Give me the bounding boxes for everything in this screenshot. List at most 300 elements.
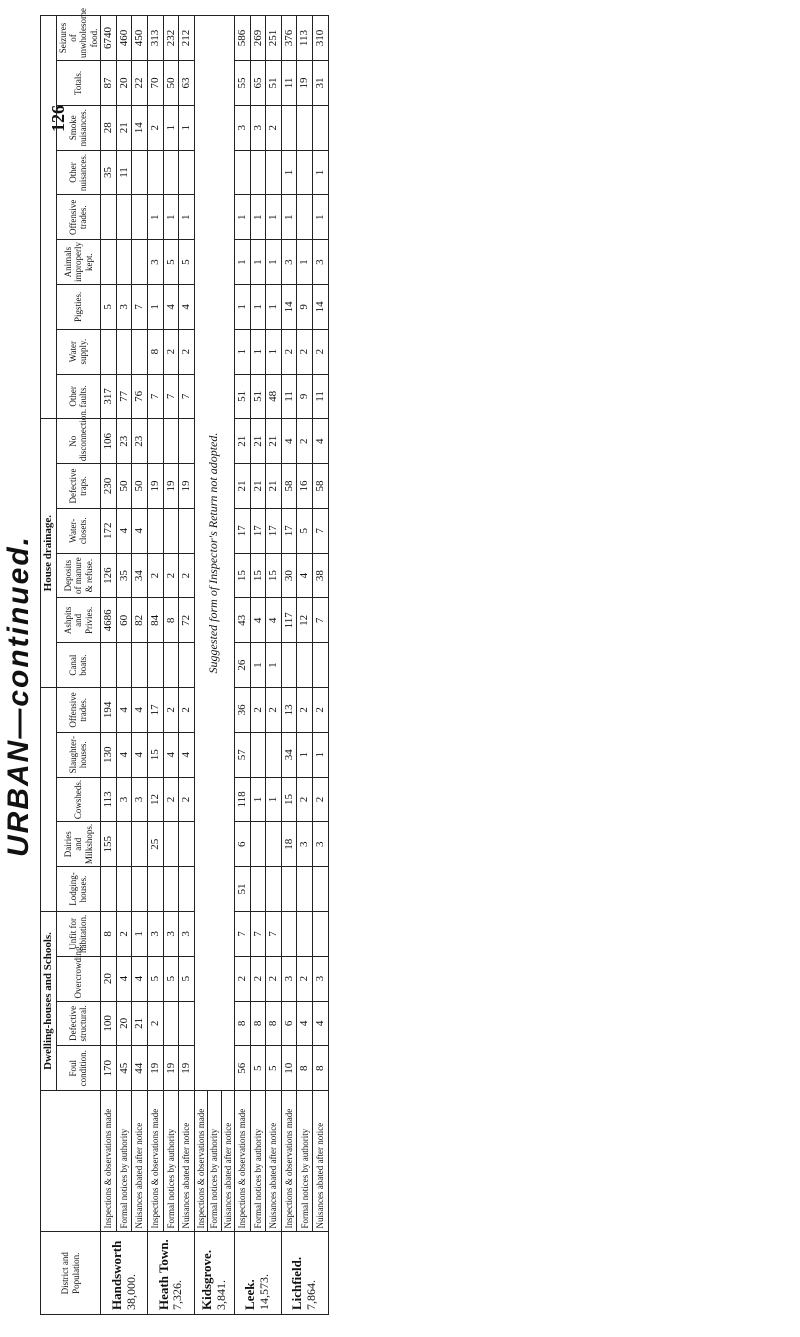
table-cell: 310 (313, 16, 329, 61)
table-cell: 1 (147, 284, 163, 329)
table-cell: 450 (132, 16, 148, 61)
table-cell (266, 732, 282, 777)
table-row (194, 16, 207, 1315)
table-cell: 12 (147, 777, 163, 822)
table-cell: 3 (234, 105, 250, 150)
table-cell: 12 (297, 598, 313, 643)
group-header-none2 (41, 16, 57, 419)
table-cell: 26 (234, 643, 250, 688)
table-cell: 1 (266, 329, 282, 374)
table-cell: 1 (250, 284, 266, 329)
table-cell: 51 (266, 61, 282, 106)
table-cell: 8 (313, 1046, 329, 1091)
table-cell (163, 867, 179, 912)
table-cell (163, 822, 179, 867)
district-header: District and Population. (41, 1232, 101, 1315)
table-cell: 3 (250, 105, 266, 150)
district-name: Heath Town. (155, 1239, 171, 1310)
table-cell: 5 (179, 956, 195, 1001)
table-cell (132, 329, 148, 374)
column-header: Water supply. (56, 329, 100, 374)
table-cell: 230 (101, 464, 117, 509)
district-population: 7,326. (170, 1280, 185, 1310)
column-header: Overcrowding. (56, 956, 100, 1001)
table-cell: 2 (179, 553, 195, 598)
table-cell: 1 (266, 284, 282, 329)
table-row (116, 16, 132, 1315)
table-cell: 8 (101, 911, 117, 956)
table-cell: 11 (281, 61, 297, 106)
table-cell: 2 (179, 688, 195, 733)
table-cell: 21 (266, 464, 282, 509)
district-cell (194, 1232, 234, 1315)
table-cell: 51 (250, 374, 266, 419)
table-cell: 1 (250, 643, 266, 688)
row-label: Nuisances abated after notice (221, 1091, 234, 1232)
table-cell (313, 867, 329, 912)
table-cell (179, 822, 195, 867)
table-cell: 1 (234, 195, 250, 240)
table-cell: 2 (179, 777, 195, 822)
table-cell: 8 (147, 329, 163, 374)
table-cell: 2 (313, 777, 329, 822)
table-cell: 20 (116, 1001, 132, 1046)
table-row (313, 16, 329, 1315)
column-header: Smoke nuisances. (56, 105, 100, 150)
table-cell: 170 (101, 1046, 117, 1091)
table-cell: 45 (116, 1046, 132, 1091)
table-cell: 4686 (101, 598, 117, 643)
table-cell: 15 (250, 553, 266, 598)
column-header: Canal boats. (56, 643, 100, 688)
table-cell: 7 (313, 598, 329, 643)
table-cell: 2 (163, 688, 179, 733)
table-cell (116, 822, 132, 867)
page-title: URBAN—continued. (2, 535, 35, 857)
table-cell: 2 (250, 956, 266, 1001)
row-label: Inspections & observations made (147, 1091, 163, 1232)
table-cell: 4 (116, 732, 132, 777)
row-label: Formal notices by authority (163, 1091, 179, 1232)
table-cell: 172 (101, 508, 117, 553)
table-cell: 65 (250, 61, 266, 106)
table-cell: 15 (266, 553, 282, 598)
table-cell: 2 (297, 329, 313, 374)
table-cell: 130 (101, 732, 117, 777)
table-cell (179, 867, 195, 912)
table-cell: 1 (266, 195, 282, 240)
table-cell (179, 150, 195, 195)
table-cell: 212 (179, 16, 195, 61)
table-cell (179, 643, 195, 688)
table-cell: 2 (297, 956, 313, 1001)
table-cell (132, 240, 148, 285)
table-cell: 4 (179, 732, 195, 777)
table-cell (147, 419, 163, 464)
column-header: Pigsties. (56, 284, 100, 329)
table-cell: 1 (313, 195, 329, 240)
table-cell: 3 (313, 822, 329, 867)
table-header (41, 8, 101, 1315)
table-cell: 4 (179, 284, 195, 329)
table-cell (132, 195, 148, 240)
table-cell: 7 (266, 911, 282, 956)
table-row (266, 16, 282, 1315)
table-cell: 7 (250, 911, 266, 956)
table-cell: 8 (250, 1001, 266, 1046)
table-cell: 460 (116, 16, 132, 61)
table-cell: 50 (163, 61, 179, 106)
table-cell: 3 (281, 956, 297, 1001)
column-header: Dairies and Milkshops. (56, 822, 100, 867)
table-cell: 51 (234, 374, 250, 419)
table-cell: 8 (266, 1001, 282, 1046)
row-label: Inspections & observations made (194, 1091, 207, 1232)
table-cell: 5 (250, 1046, 266, 1091)
table-cell: 1 (250, 240, 266, 285)
row-label: Formal notices by authority (250, 1091, 266, 1232)
table-cell: 51 (234, 867, 250, 912)
column-header: No disconnection. (56, 419, 100, 464)
column-header: Totals. (56, 61, 100, 106)
table-row (132, 16, 148, 1315)
table-cell: 1 (266, 240, 282, 285)
table-cell: 8 (297, 1046, 313, 1091)
group-header-drainage: House drainage. (41, 419, 57, 688)
table-cell: 16 (297, 464, 313, 509)
table-cell: 19 (163, 1046, 179, 1091)
table-cell (101, 195, 117, 240)
table-cell: 1 (250, 329, 266, 374)
table-cell: 4 (116, 508, 132, 553)
table-cell: 3 (281, 240, 297, 285)
table-cell: 82 (132, 598, 148, 643)
district-population: 14,573. (257, 1274, 272, 1310)
district-name: Leek. (242, 1279, 258, 1310)
table-cell: 77 (116, 374, 132, 419)
table-cell: 34 (132, 553, 148, 598)
district-population: 7,864. (304, 1280, 319, 1310)
table-cell: 2 (281, 329, 297, 374)
table-cell (101, 867, 117, 912)
table-cell (234, 150, 250, 195)
table-cell: 7 (179, 374, 195, 419)
table-cell: 3 (116, 284, 132, 329)
table-cell: 8 (234, 1001, 250, 1046)
table-row (101, 16, 117, 1315)
table-cell: 1 (234, 284, 250, 329)
table-cell: 19 (179, 1046, 195, 1091)
table-cell: 76 (132, 374, 148, 419)
table-cell: 5 (179, 240, 195, 285)
table-cell: 5 (266, 1046, 282, 1091)
column-header: Offensive trades. (56, 195, 100, 240)
column-header: Defective structural. (56, 1001, 100, 1046)
table-cell: 17 (234, 508, 250, 553)
table-cell (116, 195, 132, 240)
table-cell: 87 (101, 61, 117, 106)
row-label: Nuisances abated after notice (313, 1091, 329, 1232)
row-label: Nuisances abated after notice (132, 1091, 148, 1232)
table-cell: 3 (163, 911, 179, 956)
table-cell: 2 (147, 1001, 163, 1046)
table-cell: 232 (163, 16, 179, 61)
district-cell (234, 1232, 281, 1315)
table-cell: 4 (266, 598, 282, 643)
table-cell: 117 (281, 598, 297, 643)
table-cell: 4 (132, 732, 148, 777)
column-header: Defective traps. (56, 464, 100, 509)
table-cell: 3 (147, 911, 163, 956)
table-cell: 15 (281, 777, 297, 822)
table-cell: 2 (313, 329, 329, 374)
table-cell: 5 (101, 284, 117, 329)
table-cell: 36 (234, 688, 250, 733)
table-cell: 2 (163, 777, 179, 822)
table-cell: 43 (234, 598, 250, 643)
table-cell (116, 240, 132, 285)
table-cell: 1 (281, 150, 297, 195)
table-cell: 17 (147, 688, 163, 733)
table-cell (266, 822, 282, 867)
table-cell: 34 (281, 732, 297, 777)
table-cell: 6740 (101, 16, 117, 61)
table-cell: 10 (281, 1046, 297, 1091)
table-cell: 1 (281, 195, 297, 240)
table-cell: 1 (179, 195, 195, 240)
table-cell: 57 (234, 732, 250, 777)
table-cell (297, 195, 313, 240)
table-cell: 3 (313, 240, 329, 285)
table-cell: 4 (132, 688, 148, 733)
table-cell (281, 867, 297, 912)
table-cell: 19 (163, 464, 179, 509)
table-cell (132, 643, 148, 688)
table-cell: 251 (266, 16, 282, 61)
table-row (281, 16, 297, 1315)
table-cell: 19 (179, 464, 195, 509)
table-cell: 4 (132, 956, 148, 1001)
table-cell: 1 (250, 195, 266, 240)
table-cell (147, 150, 163, 195)
table-cell: 5 (163, 240, 179, 285)
table-cell: 5 (163, 956, 179, 1001)
table-cell (250, 150, 266, 195)
table-cell: 4 (132, 508, 148, 553)
table-row (147, 16, 163, 1315)
table-cell: 7 (313, 508, 329, 553)
table-cell: 17 (281, 508, 297, 553)
column-header: Unfit for habitation. (56, 911, 100, 956)
table-cell (297, 643, 313, 688)
table-cell: 63 (179, 61, 195, 106)
group-header-dwellings: Dwelling-houses and Schools. (41, 911, 57, 1090)
table-cell (281, 911, 297, 956)
table-cell (313, 105, 329, 150)
table-cell (163, 643, 179, 688)
table-cell: 30 (281, 553, 297, 598)
table-cell: 269 (250, 16, 266, 61)
table-cell (116, 329, 132, 374)
table-cell: 2 (250, 688, 266, 733)
table-cell: 14 (132, 105, 148, 150)
page-number: 126 (48, 105, 68, 132)
table-cell: 113 (297, 16, 313, 61)
table-cell: 3 (116, 777, 132, 822)
table-cell: 28 (101, 105, 117, 150)
table-cell (147, 643, 163, 688)
row-label: Nuisances abated after notice (266, 1091, 282, 1232)
table-cell (297, 105, 313, 150)
table-cell (147, 508, 163, 553)
table-cell (132, 867, 148, 912)
row-label: Formal notices by authority (116, 1091, 132, 1232)
table-cell: 21 (250, 419, 266, 464)
table-cell: 9 (297, 374, 313, 419)
table-cell (101, 240, 117, 285)
table-cell (281, 643, 297, 688)
table-cell: 4 (297, 553, 313, 598)
table-cell: 6 (234, 822, 250, 867)
table-cell: 11 (116, 150, 132, 195)
table-cell: 17 (250, 508, 266, 553)
table-cell: 44 (132, 1046, 148, 1091)
table-cell: 35 (116, 553, 132, 598)
column-header: Other nuisances. (56, 150, 100, 195)
table-cell: 2 (266, 956, 282, 1001)
district-population: 38,000. (123, 1274, 138, 1310)
table-cell: 100 (101, 1001, 117, 1046)
table-cell: 1 (266, 777, 282, 822)
table-cell: 3 (147, 240, 163, 285)
inspection-table (40, 8, 329, 1315)
table-cell: 18 (281, 822, 297, 867)
district-population: 3,841. (213, 1280, 228, 1310)
table-cell (132, 150, 148, 195)
table-cell: 4 (116, 956, 132, 1001)
table-cell: 1 (250, 777, 266, 822)
district-cell (101, 1232, 148, 1315)
table-cell: 84 (147, 598, 163, 643)
table-cell: 106 (101, 419, 117, 464)
table-cell: 317 (101, 374, 117, 419)
table-cell: 48 (266, 374, 282, 419)
column-header: Slaughter-houses. (56, 732, 100, 777)
table-cell: 58 (281, 464, 297, 509)
table-cell: 11 (281, 374, 297, 419)
table-cell: 23 (116, 419, 132, 464)
table-cell: 14 (313, 284, 329, 329)
table-cell: 3 (297, 822, 313, 867)
row-label: Formal notices by authority (297, 1091, 313, 1232)
table-cell: 8 (163, 598, 179, 643)
table-cell: 155 (101, 822, 117, 867)
table-cell: 4 (313, 419, 329, 464)
table-cell: 1 (297, 732, 313, 777)
table-cell: 19 (147, 1046, 163, 1091)
table-cell: 13 (281, 688, 297, 733)
table-cell: 2 (297, 777, 313, 822)
table-cell (297, 911, 313, 956)
table-cell: 1 (147, 195, 163, 240)
table-cell: 1 (163, 195, 179, 240)
district-cell (147, 1232, 194, 1315)
table-cell: 21 (234, 464, 250, 509)
table-cell: 58 (313, 464, 329, 509)
table-cell: 22 (132, 61, 148, 106)
table-cell: 4 (163, 732, 179, 777)
table-cell: 38 (313, 553, 329, 598)
column-header: Foul condition. (56, 1046, 100, 1091)
table-cell: 21 (266, 419, 282, 464)
table-cell: 2 (297, 419, 313, 464)
column-header: Offensive trades. (56, 688, 100, 733)
district-cell (281, 1232, 328, 1315)
district-name: Handsworth (108, 1240, 124, 1310)
header-row-groups (41, 16, 57, 1315)
table-cell: 31 (313, 61, 329, 106)
table-cell: 1 (132, 911, 148, 956)
table-cell (132, 822, 148, 867)
table-row (163, 16, 179, 1315)
group-header-none (41, 688, 57, 912)
table-cell (313, 911, 329, 956)
table-cell: 2 (234, 956, 250, 1001)
table-cell: 19 (147, 464, 163, 509)
table-cell: 17 (266, 508, 282, 553)
table-cell: 50 (132, 464, 148, 509)
table-cell: 2 (297, 688, 313, 733)
table-cell: 7 (132, 284, 148, 329)
table-row (234, 16, 250, 1315)
table-cell: 4 (281, 419, 297, 464)
table-cell: 4 (250, 598, 266, 643)
table-cell: 1 (179, 105, 195, 150)
table-cell: 2 (116, 911, 132, 956)
table-cell: 118 (234, 777, 250, 822)
table-cell: 35 (101, 150, 117, 195)
table-cell: 2 (147, 105, 163, 150)
table-cell: 11 (313, 374, 329, 419)
table-cell: 4 (313, 1001, 329, 1046)
table-cell (179, 508, 195, 553)
table-cell: 2 (147, 553, 163, 598)
table-cell: 3 (179, 911, 195, 956)
table-cell: 21 (250, 464, 266, 509)
table-cell (281, 105, 297, 150)
table-cell (179, 1001, 195, 1046)
table-cell: 1 (163, 105, 179, 150)
table-cell: 313 (147, 16, 163, 61)
table-cell: 15 (234, 553, 250, 598)
row-label: Inspections & observations made (281, 1091, 297, 1232)
table-cell: 9 (297, 284, 313, 329)
table-cell (179, 419, 195, 464)
table-cell: 2 (179, 329, 195, 374)
table-cell (101, 329, 117, 374)
table-cell (116, 867, 132, 912)
table-cell: 21 (234, 419, 250, 464)
table-cell (163, 1001, 179, 1046)
table-cell: 4 (116, 688, 132, 733)
table-cell: 15 (147, 732, 163, 777)
column-header: Ashpits and Privies. (56, 598, 100, 643)
column-header: Water-closets. (56, 508, 100, 553)
district-note: Suggested form of Inspector's Return not adopted. (194, 16, 234, 1091)
table-cell: 1 (313, 732, 329, 777)
table-cell (101, 643, 117, 688)
table-cell (266, 867, 282, 912)
